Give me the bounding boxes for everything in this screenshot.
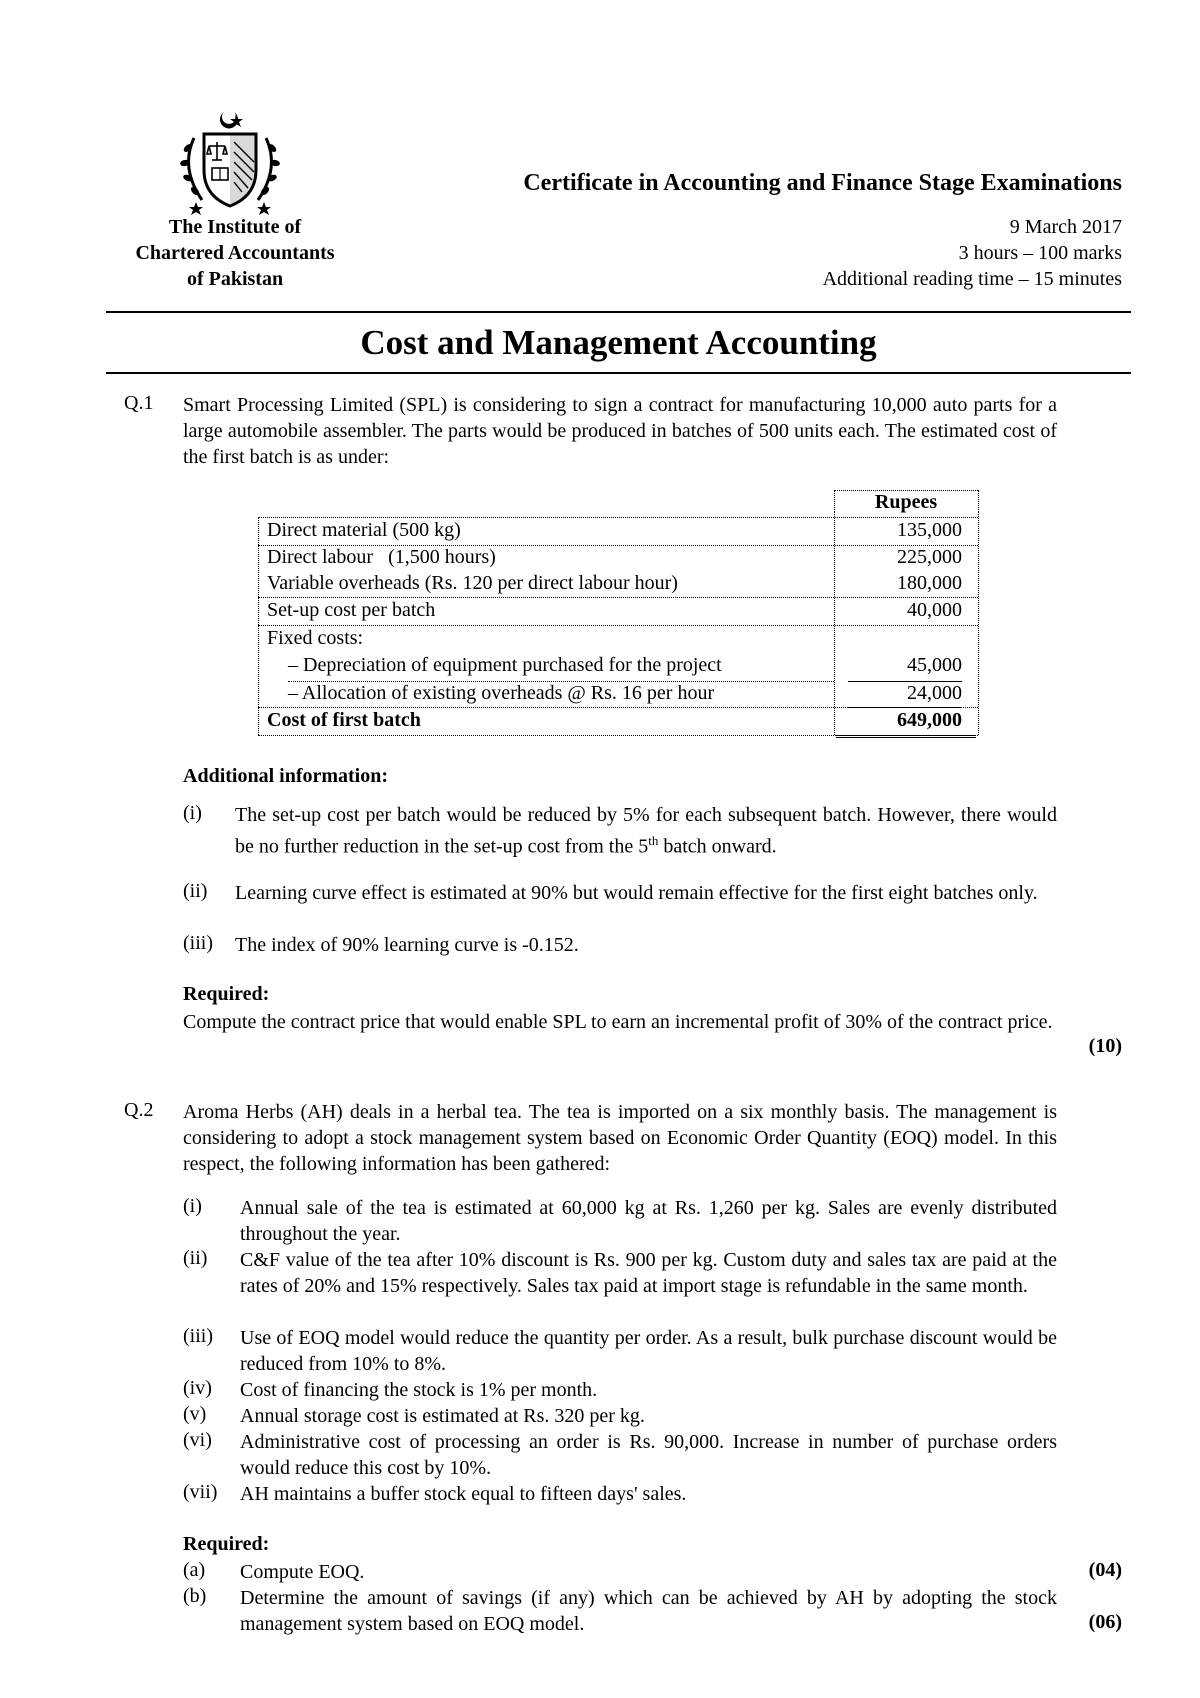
q2-required-num: (a)	[183, 1559, 206, 1581]
q1-item-num: (iii)	[183, 932, 213, 954]
table-row-line	[258, 625, 978, 626]
q1-item-text: The index of 90% learning curve is -0.152.	[235, 934, 579, 956]
q2-item-text: Administrative cost of processing an order is Rs. 90,000. Increase in number of purchase orders would reduce this cost by 10%.	[240, 1431, 1057, 1479]
q2-item-num: (iii)	[183, 1325, 213, 1347]
exam-duration: 3 hours – 100 marks	[958, 242, 1122, 264]
table-total-label: Cost of first batch	[267, 709, 421, 731]
q2-required-text: Determine the amount of savings (if any) which can be achieved by AH by adopting the stock management system based on EOQ model.	[240, 1587, 1057, 1635]
q2-required-marks: (06)	[1088, 1611, 1122, 1633]
exam-info	[823, 214, 1122, 292]
table-row-value: 180,000	[897, 572, 962, 594]
q2-required-text: Compute EOQ.	[240, 1561, 365, 1583]
exam-date: 9 March 2017	[1009, 216, 1122, 238]
table-row-value: 24,000	[907, 682, 962, 704]
q1-item-num: (i)	[183, 802, 202, 824]
q1-marks: (10)	[1088, 1035, 1122, 1057]
icap-crest-icon	[174, 108, 286, 216]
q2-item-text: Annual sale of the tea is estimated at 60,000 kg at Rs. 1,260 per kg. Sales are evenly distributed throughout the year.	[240, 1197, 1057, 1245]
table-row-label: – Allocation of existing overheads @ Rs. 16 per hour	[288, 682, 715, 704]
table-row-label: Variable overheads (Rs. 120 per direct labour hour)	[267, 572, 678, 594]
q2-required-heading: Required:	[183, 1533, 270, 1555]
institute-logo	[174, 108, 286, 216]
q1-item-text: Learning curve effect is estimated at 90% but would remain effective for the first eight batches only.	[235, 882, 1038, 904]
table-total-double-rule	[836, 735, 976, 741]
q1-required-text: Compute the contract price that would enable SPL to earn an incremental profit of 30% of the contract price.	[183, 1011, 1053, 1033]
q2-number: Q.2	[124, 1099, 154, 1121]
q2-required-marks: (04)	[1088, 1559, 1122, 1581]
q1-item-text: The set-up cost per batch would be reduced by 5% for each subsequent batch. However, there would be no further reduction in the set-up cost from the 5th batch onward.	[235, 804, 1057, 858]
table-total-top-rule	[848, 707, 962, 708]
q2-intro: Aroma Herbs (AH) deals in a herbal tea. The tea is imported on a six monthly basis. The management is considering to adopt a stock management system based on Economic Order Quantity (EOQ) model. In this respect, the following information has been gathered:	[183, 1101, 1057, 1175]
header-rule-bottom	[106, 372, 1131, 374]
table-row-label: Fixed costs:	[267, 627, 364, 649]
q2-item-num: (v)	[183, 1403, 207, 1425]
q2-item-num: (iv)	[183, 1377, 212, 1399]
q1-number: Q.1	[124, 392, 154, 414]
institute-line-3: of Pakistan	[186, 268, 284, 290]
table-header-right-line	[978, 490, 979, 512]
q2-item-text: AH maintains a buffer stock equal to fifteen days' sales.	[240, 1483, 687, 1505]
q1-intro: Smart Processing Limited (SPL) is considering to sign a contract for manufacturing 10,000 auto parts for a large automobile assembler. The parts would be produced in batches of 500 units each. The estimated cost of the first batch is as under:	[183, 394, 1057, 468]
q2-item-text: C&F value of the tea after 10% discount is Rs. 900 per kg. Custom duty and sales tax are paid at the rates of 20% and 15% respectively. Sales tax paid at import stage is refundable in the same month.	[240, 1249, 1057, 1297]
table-row-label: Direct labour (1,500 hours)	[267, 546, 496, 568]
q2-item-num: (vi)	[183, 1429, 212, 1451]
table-top-line	[258, 517, 978, 518]
table-row-value: 135,000	[897, 519, 962, 541]
table-row-label: Direct material (500 kg)	[267, 519, 461, 541]
table-right-line	[978, 512, 979, 735]
table-row-label: Set-up cost per batch	[267, 599, 436, 621]
q2-item-num: (ii)	[183, 1247, 208, 1269]
q2-item-num: (vii)	[183, 1481, 218, 1503]
q2-item-text: Use of EOQ model would reduce the quantity per order. As a result, bulk purchase discount would be reduced from 10% to 8%.	[240, 1327, 1057, 1375]
table-row-line	[258, 597, 978, 598]
institute-line-2: Chartered Accountants	[135, 242, 335, 264]
table-row-value: 45,000	[907, 654, 962, 676]
q1-required-heading: Required:	[183, 983, 270, 1005]
q1-additional-heading: Additional information:	[183, 765, 389, 787]
table-row-label: – Depreciation of equipment purchased for the project	[288, 654, 722, 676]
institute-line-1: The Institute of	[168, 216, 302, 238]
table-total-value: 649,000	[897, 709, 962, 731]
exam-reading-time: Additional reading time – 15 minutes	[822, 268, 1122, 290]
q1-item-num: (ii)	[183, 880, 208, 902]
exam-title: Certificate in Accounting and Finance Stage Examinations	[523, 170, 1122, 196]
table-row-value: 225,000	[897, 546, 962, 568]
q2-required-num: (b)	[183, 1585, 207, 1607]
q2-item-num: (i)	[183, 1195, 202, 1217]
table-header-rupees: Rupees	[874, 491, 938, 513]
q2-item-text: Annual storage cost is estimated at Rs. 320 per kg.	[240, 1405, 645, 1427]
q2-item-text: Cost of financing the stock is 1% per month.	[240, 1379, 598, 1401]
table-left-line	[258, 517, 259, 735]
table-row-value: 40,000	[907, 599, 962, 621]
institute-name	[100, 214, 370, 292]
paper-title: Cost and Management Accounting	[360, 323, 877, 362]
header-rule-top	[106, 311, 1131, 313]
